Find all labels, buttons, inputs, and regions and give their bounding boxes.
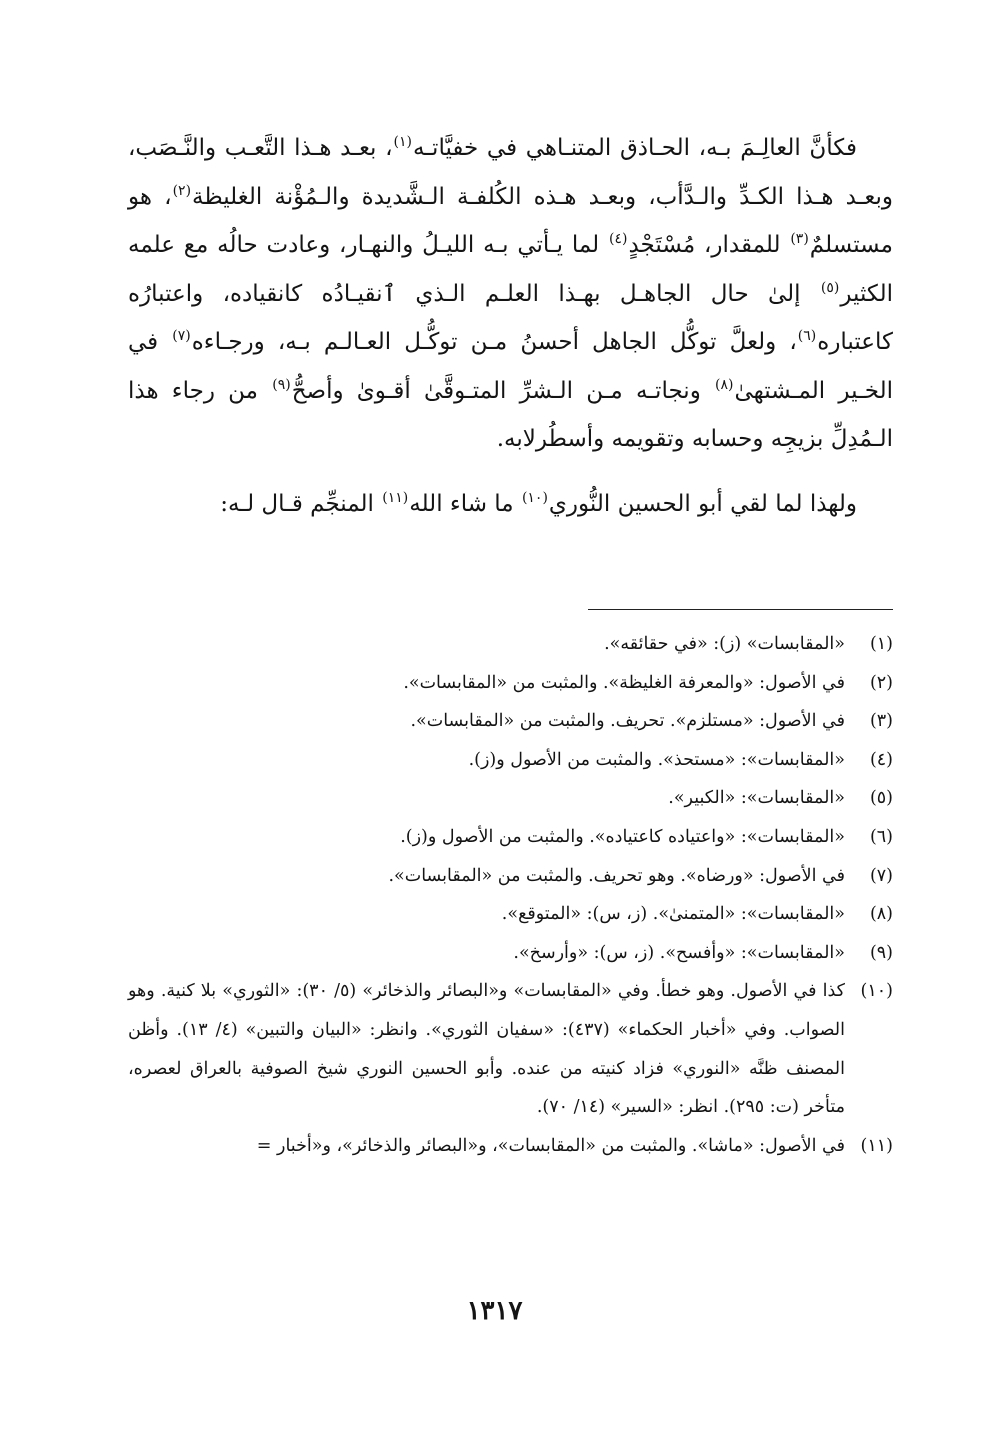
footnote-ref-9[interactable]: (٩) bbox=[272, 376, 291, 393]
footnote-text: في الأصول: «والمعرفة الغليظة». والمثبت من «المقابسات». bbox=[403, 672, 845, 693]
footnote-item bbox=[128, 934, 893, 973]
text-segment: ونجاتـه مـن الـشرِّ المتـوقَّىٰ أقـوىٰ وأصحُّ bbox=[291, 377, 715, 404]
footnote-ref-3[interactable]: (٣) bbox=[790, 231, 809, 247]
text-segment: للمقدار، مُسْتَجْدٍ bbox=[628, 232, 790, 258]
text-segment: ولهذا لما لقي أبو الحسين النُّوري bbox=[548, 490, 857, 517]
main-text-block bbox=[128, 124, 893, 528]
footnote-number: (١٠) bbox=[860, 981, 893, 1002]
footnote-text: كذا في الأصول. وهو خطأ. وفي «المقابسات» و«البصائر والذخائر» (٥/ ٣٠): «الثوري» بلا كنية. وهو الصواب. وفي «أخبار الحكماء» (٤٣٧): «سفيان الثوري». وانظر: «البيان والتبين» (٤/ ١٣). وأظن المصنف ظنَّه «النوري» فزاد كنيته من عنده. وأبو الحسين النوري شيخ الصوفية بالعراق لعصره، متأخر (ت: ٢٩٥). انظر: «السير» (١٤/ ٧٠). bbox=[128, 981, 846, 1118]
footnote-item bbox=[128, 625, 893, 664]
footnote-text: «المقابسات»: «وأفسح». (ز، س): «وأرسخ». bbox=[513, 942, 845, 963]
footnote-ref-11[interactable]: (١١) bbox=[382, 489, 409, 506]
footnote-number: (٤) bbox=[869, 749, 893, 770]
footnote-text: في الأصول: «ورضاه». وهو تحريف. والمثبت من «المقابسات». bbox=[388, 865, 845, 886]
footnote-number: (١) bbox=[869, 634, 893, 654]
footnote-number: (٦) bbox=[869, 826, 893, 847]
footnote-ref-7[interactable]: (٧) bbox=[172, 328, 191, 344]
footnote-ref-2[interactable]: (٢) bbox=[172, 182, 192, 199]
footnote-item bbox=[128, 818, 893, 857]
footnote-ref-1[interactable]: (١) bbox=[393, 134, 412, 150]
footnote-text: «المقابسات»: «واعتياده كاعتياده». والمثبت من الأصول و(ز). bbox=[400, 826, 845, 847]
footnote-divider bbox=[588, 609, 893, 610]
footnote-number: (٥) bbox=[869, 788, 893, 809]
paragraph-2 bbox=[128, 480, 893, 529]
footnote-text: «المقابسات»: «مستحذ». والمثبت من الأصول و(ز). bbox=[468, 749, 845, 770]
footnote-item bbox=[128, 1127, 893, 1166]
text-segment: في الخـير المـشتهىٰ bbox=[128, 329, 893, 404]
text-segment: إلىٰ حال الجاهـل بهـذا العلـم الـذي ٱنقيـادُه كانقياده، واعتبارُه كاعتباره bbox=[128, 280, 893, 355]
footnotes-section bbox=[128, 625, 893, 1165]
text-segment: ما شاء الله bbox=[409, 490, 521, 517]
footnote-ref-10[interactable]: (١٠) bbox=[521, 489, 548, 506]
footnote-number: (٣) bbox=[869, 711, 893, 732]
page-number: ١٣١٧ bbox=[466, 1296, 523, 1326]
footnote-number: (٧) bbox=[869, 865, 893, 886]
footnote-number: (٨) bbox=[869, 904, 893, 925]
footnote-item bbox=[128, 779, 893, 818]
text-segment: لما يـأتي بـه الليـلُ والنهـار، وعادت حالُه مع علمه الكثير bbox=[128, 232, 893, 307]
paragraph-1 bbox=[128, 124, 893, 464]
footnote-ref-4[interactable]: (٤) bbox=[608, 231, 628, 247]
footnote-item bbox=[128, 895, 893, 934]
footnote-item bbox=[128, 972, 893, 1126]
text-segment: ، ولعلَّ توكُّل الجاهل أحسنُ مـن توكُّـل العـالـم بـه، ورجـاءه bbox=[191, 329, 797, 355]
footnote-item bbox=[128, 741, 893, 780]
footnote-number: (٢) bbox=[869, 672, 893, 693]
footnote-ref-8[interactable]: (٨) bbox=[715, 376, 734, 393]
text-segment: المنجِّم قـال لـه: bbox=[220, 490, 382, 517]
footnote-item bbox=[128, 857, 893, 896]
text-segment: من رجاء هذا الـمُدِلِّ بزيجِه وحسابه وتقويمه وأسطُرلابه. bbox=[128, 377, 893, 452]
footnote-number: (٩) bbox=[869, 942, 893, 963]
footnote-text: في الأصول: «ماشا». والمثبت من «المقابسات»، و«البصائر والذخائر»، و«أخبار = bbox=[256, 1135, 845, 1156]
text-segment: ، بعـد هـذا التَّعـب والنَّـصَب، وبعـد هـذا الكـدِّ والـدَّأب، وبعـد هـذه الكُلفـة الـشَّديدة والـمُؤْنة الغليظة bbox=[128, 135, 893, 210]
footnote-text: «المقابسات» (ز): «في حقائقه». bbox=[604, 634, 845, 654]
footnote-ref-5[interactable]: (٥) bbox=[820, 279, 840, 296]
footnote-ref-6[interactable]: (٦) bbox=[797, 328, 817, 344]
text-segment: فكأنَّ العالِـمَ بـه، الحـاذق المتنـاهي في خفيَّاتـه bbox=[412, 135, 857, 161]
footnote-item bbox=[128, 664, 893, 703]
footnote-text: في الأصول: «مستلزم». تحريف. والمثبت من «المقابسات». bbox=[410, 711, 845, 732]
footnote-text: «المقابسات»: «الكبير». bbox=[668, 788, 845, 809]
footnote-item bbox=[128, 702, 893, 741]
footnote-text: «المقابسات»: «المتمنىٰ». (ز، س): «المتوقع». bbox=[501, 904, 845, 925]
text-segment: ، هو مستسلمٌ bbox=[128, 183, 893, 258]
footnote-number: (١١) bbox=[860, 1135, 893, 1156]
